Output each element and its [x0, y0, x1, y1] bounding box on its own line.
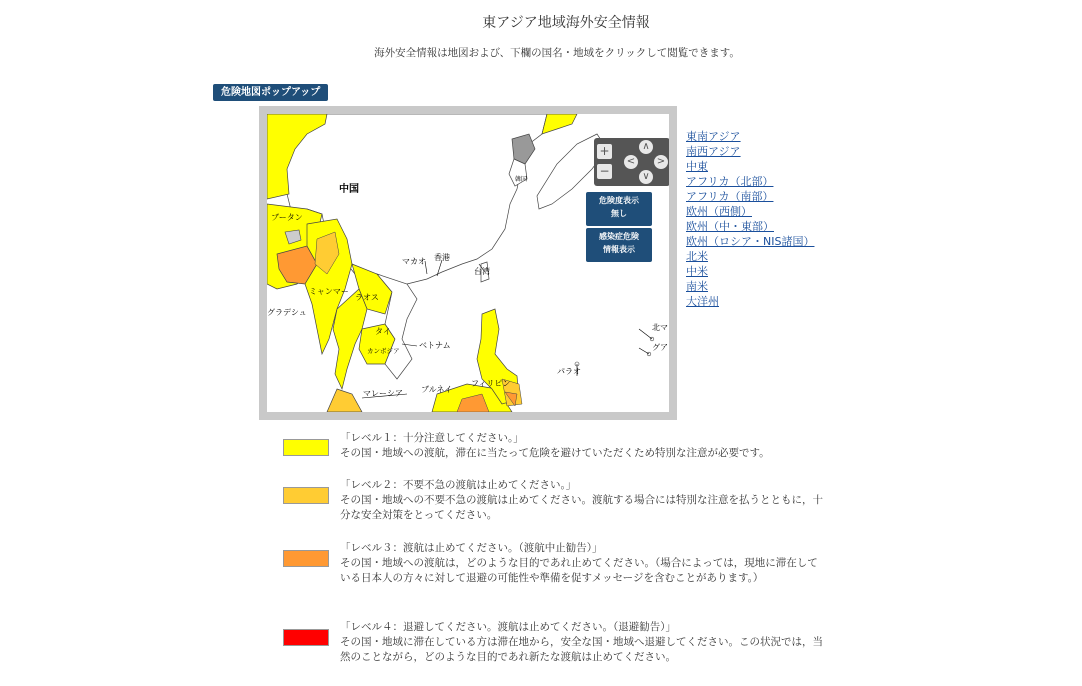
legend-level3-body: その国・地域への渡航は，どのような目的であれ止めてください。（場合によっては，現地に滞在している日本人の方々に対して退避の可能性や準備を促すメッセージを含むことがあります。）: [340, 557, 818, 584]
map-canvas[interactable]: [267, 114, 669, 412]
legend-level4-body: その国・地域に滞在している方は滞在地から，安全な国・地域へ退避してください。この状況では，当然のことながら，どのような目的であれ新たな渡航は止めてください。: [340, 636, 823, 663]
infection-info-display-button[interactable]: [586, 228, 652, 262]
map-label-korea[interactable]: 韓国: [515, 176, 528, 183]
map-label-hongkong[interactable]: 香港: [434, 253, 450, 262]
map-label-vietnam[interactable]: ベトナム: [419, 341, 451, 350]
infection-button-line1: 感染症危険: [599, 232, 639, 241]
map-frame: [259, 106, 677, 420]
map-label-laos[interactable]: ラオス: [355, 293, 379, 302]
region-link-middle-east[interactable]: 中東: [686, 160, 708, 173]
legend-level3-swatch: [283, 550, 329, 567]
legend-level2-heading: 「レベル２：不要不急の渡航は止めてください。」: [340, 479, 577, 491]
region-link-oceania[interactable]: 大洋州: [686, 295, 719, 308]
danger-level-display-button[interactable]: [586, 192, 652, 226]
legend-level4-text: [340, 620, 825, 665]
pan-left-icon[interactable]: <: [624, 155, 638, 169]
region-link-south-america[interactable]: 南米: [686, 280, 708, 293]
map-label-thailand[interactable]: タイ: [375, 327, 391, 336]
legend-level1-swatch: [283, 439, 329, 456]
map-navigation-pad: [594, 138, 669, 186]
zoom-in-button[interactable]: +: [597, 144, 612, 159]
region-link-europe-west[interactable]: 欧州（西側）: [686, 205, 752, 218]
legend-level1-heading: 「レベル１：十分注意してください。」: [340, 432, 524, 444]
map-label-brunei[interactable]: ブルネイ: [421, 385, 453, 394]
region-link-africa-north[interactable]: アフリカ（北部）: [686, 175, 774, 188]
map-label-malaysia[interactable]: マレーシア: [363, 389, 403, 398]
danger-button-line1: 危険度表示: [599, 196, 639, 205]
legend-level4-heading: 「レベル４：退避してください。渡航は止めてください。（退避勧告）」: [340, 621, 676, 633]
page-title: 東アジア地域海外安全情報: [482, 15, 650, 31]
pan-right-icon[interactable]: >: [654, 155, 668, 169]
region-link-europe-russia-nis[interactable]: 欧州（ロシア・NIS諸国）: [686, 235, 815, 248]
leader-mariana: [639, 329, 652, 339]
map-label-bangladesh[interactable]: グラデシュ: [267, 308, 307, 317]
malaysia-region: [327, 389, 362, 412]
infection-button-line2: 情報表示: [603, 245, 635, 254]
legend-level3-heading: 「レベル３：渡航は止めてください。（渡航中止勧告）」: [340, 542, 603, 554]
region-link-north-america[interactable]: 北米: [686, 250, 708, 263]
region-link-africa-south[interactable]: アフリカ（南部）: [686, 190, 774, 203]
region-link-europe-central-east[interactable]: 欧州（中・東部）: [686, 220, 774, 233]
map-label-myanmar[interactable]: ミャンマー: [309, 287, 349, 296]
pan-up-icon[interactable]: ∧: [639, 140, 653, 154]
map-label-taiwan[interactable]: 台湾: [474, 267, 490, 276]
legend-level2-body: その国・地域への不要不急の渡航は止めてください。渡航する場合には特別な注意を払うとともに，十分な安全対策をとってください。: [340, 494, 823, 521]
region-link-southwest-asia[interactable]: 南西アジア: [686, 145, 741, 158]
map-label-cambodia[interactable]: カンボジア: [367, 347, 400, 355]
northeast-china-region: [542, 114, 577, 134]
map-label-palau[interactable]: パラオ: [557, 367, 581, 376]
legend-level2-text: [340, 478, 825, 523]
legend-level1-body: その国・地域への渡航，滞在に当たって危険を避けていただくため特別な注意が必要です。: [340, 447, 770, 459]
zoom-out-button[interactable]: −: [597, 164, 612, 179]
legend-level1-text: [340, 431, 825, 461]
danger-button-line2: 無し: [611, 209, 627, 218]
legend-level4-swatch: [283, 629, 329, 646]
pan-down-icon[interactable]: ∨: [639, 170, 653, 184]
page-subtitle: 海外安全情報は地図および、下欄の国名・地域をクリックして閲覧できます。: [374, 47, 740, 59]
map-label-north-mariana[interactable]: 北マ: [652, 323, 668, 332]
legend-level3-text: [340, 541, 825, 586]
map-label-guam[interactable]: グア: [652, 343, 668, 352]
map-label-china[interactable]: 中国: [339, 184, 359, 195]
danger-map-popup-button[interactable]: 危険地図ポップアップ: [213, 84, 328, 101]
map-label-philippines[interactable]: フィリピン: [471, 379, 511, 388]
leader-guam: [639, 348, 649, 354]
region-link-list: [686, 129, 814, 309]
map-label-bhutan[interactable]: ブータン: [271, 213, 303, 222]
region-link-southeast-asia[interactable]: 東南アジア: [686, 130, 741, 143]
region-link-central-america[interactable]: 中米: [686, 265, 708, 278]
legend-level2-swatch: [283, 487, 329, 504]
map-label-macau[interactable]: マカオ: [402, 257, 426, 266]
